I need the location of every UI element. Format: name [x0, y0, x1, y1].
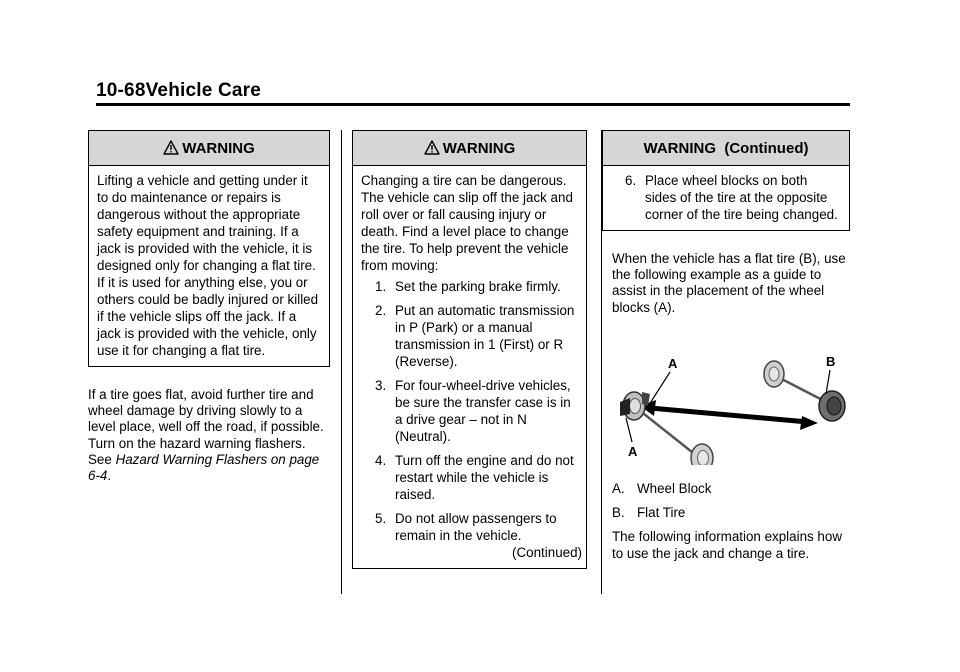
- label-b: B: [826, 354, 836, 369]
- list-item: 1. Set the parking brake firmly.: [375, 279, 561, 294]
- warning-box-continued: [602, 130, 850, 231]
- section-title: Vehicle Care: [145, 80, 262, 101]
- leader-line: [826, 370, 830, 394]
- list-item: 2. Put an automatic transmission in P (Park) or a manual transmission in 1 (First) or R (Reverse).: [375, 303, 575, 369]
- flat-tire-paragraph: If a tire goes flat, avoid further tire and wheel damage by driving slowly to a level place, well off the road, if possible. Turn on the hazard warning flashers. See Hazard Warning Flashers on page 6-4.: [88, 387, 324, 484]
- warning-title: WARNING: [442, 140, 516, 157]
- wheel-block-diagram: [612, 350, 852, 465]
- leader-line: [647, 372, 670, 408]
- warning-triangle-icon: [424, 140, 440, 155]
- safety-steps-list: [361, 278, 578, 544]
- column-3: [602, 130, 850, 316]
- jack-info-paragraph: The following information explains how to use the jack and change a tire.: [612, 529, 842, 561]
- label-a: A: [668, 356, 678, 371]
- warning-header: [89, 131, 329, 166]
- arrow-line: [650, 408, 808, 422]
- continued-label: (Continued): [512, 545, 582, 560]
- list-item: 6. Place wheel blocks on both sides of the tire at the opposite corner of the tire being changed.: [625, 173, 838, 222]
- wheel-block: [620, 398, 630, 416]
- column-divider: [341, 130, 342, 594]
- wheel-block-paragraph: When the vehicle has a flat tire (B), use the following example as a guide to assist in the placement of the wheel blocks (A).: [612, 251, 846, 315]
- warning-title: WARNING: [182, 140, 255, 157]
- list-item: 3. For four-wheel-drive vehicles, be sure the transfer case is in a drive gear – not in N (Neutral).: [375, 378, 571, 444]
- warning-content: [353, 166, 586, 568]
- warning-box: [352, 130, 587, 569]
- wheel: [691, 444, 713, 465]
- warning-triangle-icon: [163, 140, 179, 155]
- warning-header: [353, 131, 586, 166]
- list-item: 5. Do not allow passengers to remain in the vehicle.: [375, 511, 557, 543]
- flat-tire: [819, 391, 845, 421]
- column-2: [352, 130, 587, 569]
- arrow-head-right: [800, 416, 818, 430]
- warning-box: [88, 130, 330, 367]
- label-a: A: [628, 444, 638, 459]
- diagram-legend: [612, 481, 852, 570]
- legend-item: B. Flat Tire: [612, 505, 686, 521]
- warning-text: Lifting a vehicle and getting under it to do maintenance or repairs is dangerous without the appropriate safety equipment and training. If a jack is provided with the vehicle, it is designed only for changing a flat tire. If it is used for anything else, you or others could be badly injured or killed if the vehicle slips off the jack. If a jack is provided with the vehicle, only use it for changing a flat tire.: [97, 173, 319, 358]
- cross-reference-link[interactable]: Hazard Warning Flashers on page 6-4: [88, 451, 320, 484]
- leader-line: [626, 418, 632, 442]
- header-rule: [96, 103, 850, 106]
- safety-steps-list: [611, 172, 841, 223]
- legend-item: A. Wheel Block: [612, 481, 712, 496]
- page-number: 10-68: [96, 80, 146, 101]
- column-1: [88, 130, 330, 484]
- list-item: 4. Turn off the engine and do not restart while the vehicle is raised.: [375, 453, 574, 502]
- warning-header: WARNING (Continued): [603, 131, 849, 166]
- warning-intro: Changing a tire can be dangerous. The vehicle can slip off the jack and roll over or fall causing injury or death. Find a level place to change the tire. To help prevent the vehicle from moving:: [361, 173, 573, 273]
- page-header: [96, 80, 850, 102]
- warning-content: [603, 166, 849, 230]
- wheel: [764, 361, 784, 387]
